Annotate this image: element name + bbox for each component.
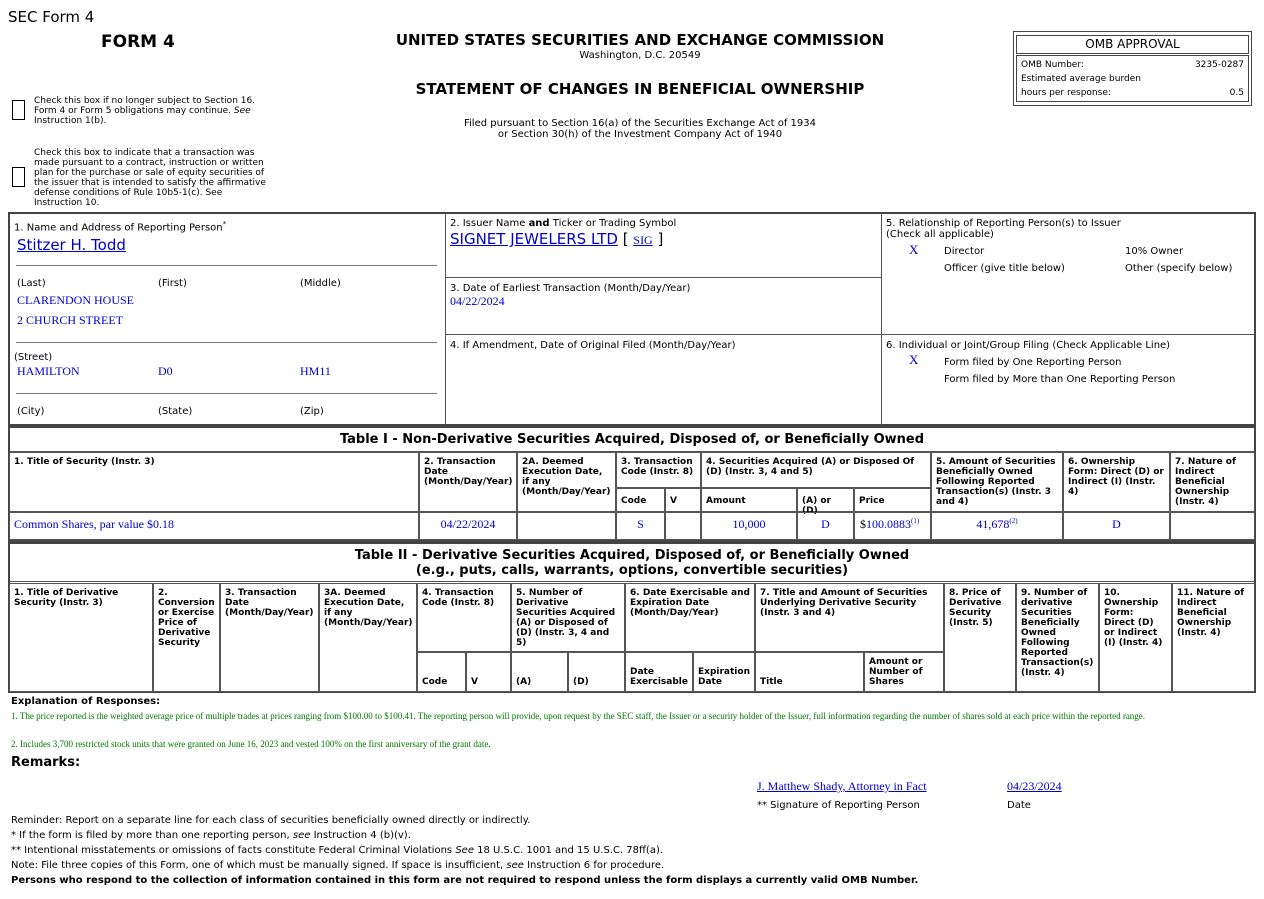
note1-text: * If the form is filed by more than one reporting person, bbox=[11, 830, 290, 841]
t1-owned-value: 41,678 bbox=[976, 517, 1010, 531]
zip-value: HM11 bbox=[300, 364, 331, 378]
t1-col-ownership-form: 6. Ownership Form: Direct (D) or Indirect (I) (Instr. 4) bbox=[1063, 452, 1170, 512]
t2-sub-d: (D) bbox=[568, 652, 625, 692]
t1-row-date: 04/22/2024 bbox=[419, 512, 517, 540]
t1-row-title: Common Shares, par value $0.18 bbox=[9, 512, 419, 540]
t2-col-underlying: 7. Title and Amount of Securities Underlying Derivative Security (Instr. 3 and 4) bbox=[755, 583, 944, 652]
t2-col-number: 5. Number of Derivative Securities Acquired (A) or Disposed of (D) (Instr. 3, 4 and 5) bbox=[511, 583, 625, 652]
signature-label: ** Signature of Reporting Person bbox=[757, 800, 920, 811]
t1-owned-footnote: (2) bbox=[1009, 517, 1018, 525]
ten-percent-owner-label: 10% Owner bbox=[1125, 246, 1184, 257]
city-value: HAMILTON bbox=[17, 364, 80, 378]
omb-number-label: OMB Number: bbox=[1021, 60, 1084, 70]
t1-col-date: 2. Transaction Date (Month/Day/Year) bbox=[419, 452, 517, 512]
name-divider bbox=[16, 265, 437, 266]
ticker-bracket-close: ] bbox=[657, 230, 664, 248]
zip-label: (Zip) bbox=[300, 406, 324, 417]
t2-col-ownership-form: 10. Ownership Form: Direct (D) or Indirect (I) (Instr. 4) bbox=[1099, 583, 1172, 692]
earliest-date-label: 3. Date of Earliest Transaction (Month/Day/Year) bbox=[450, 283, 691, 294]
director-label: Director bbox=[944, 246, 985, 257]
first-label: (First) bbox=[158, 278, 187, 289]
agency-title: UNITED STATES SECURITIES AND EXCHANGE COMMISSION bbox=[395, 31, 885, 49]
reporting-person-name-link[interactable]: Stitzer H. Todd bbox=[17, 236, 126, 254]
omb-approval-box bbox=[1013, 31, 1252, 106]
t1-col-title: 1. Title of Security (Instr. 3) bbox=[9, 452, 419, 512]
address-line1: CLARENDON HOUSE bbox=[17, 293, 134, 307]
filing-box bbox=[882, 335, 1255, 425]
explanation-label: Explanation of Responses: bbox=[11, 696, 161, 707]
statement-title: STATEMENT OF CHANGES IN BENEFICIAL OWNERSHIP bbox=[415, 80, 865, 98]
ticker-bracket-open: [ bbox=[622, 230, 629, 248]
earliest-date-value: 04/22/2024 bbox=[450, 294, 505, 308]
issuer-box bbox=[446, 213, 882, 278]
t2-sub-title: Title bbox=[755, 652, 864, 692]
t2-sub-expiration: Expiration Date bbox=[693, 652, 755, 692]
reporting-person-asterisk: * bbox=[222, 220, 227, 228]
t1-sub-amount: Amount bbox=[701, 488, 797, 512]
reporting-person-label-text: 1. Name and Address of Reporting Person bbox=[14, 222, 223, 234]
form-title: FORM 4 bbox=[101, 32, 175, 52]
omb-number-value: 3235-0287 bbox=[1194, 60, 1244, 70]
omb-final-note: Persons who respond to the collection of information contained in this form are not required to respond unless the form displays a currently valid OMB Number. bbox=[11, 875, 919, 886]
earliest-date-box bbox=[446, 278, 882, 335]
section16-instruction: Instruction 1(b). bbox=[34, 116, 107, 126]
t1-row-form: D bbox=[1063, 512, 1170, 540]
t2-col-code: 4. Transaction Code (Instr. 8) bbox=[417, 583, 511, 652]
signature-date-label: Date bbox=[1007, 800, 1031, 811]
reporting-person-box bbox=[9, 213, 446, 425]
t1-row-amount: 10,000 bbox=[701, 512, 797, 540]
filing-label: 6. Individual or Joint/Group Filing (Check Applicable Line) bbox=[886, 340, 1171, 351]
street-label: (Street) bbox=[14, 352, 53, 363]
t2-col-owned: 9. Number of derivative Securities Beneficially Owned Following Reported Transaction(s) (Instr. 4) bbox=[1016, 583, 1099, 692]
footnote-1: 1. The price reported is the weighted average price of multiple trades at prices ranging from $100.00 to $100.41. The reporting person will provide, upon request by the SEC staff, the Issuer or a security holder of the Issuer, full information regarding the number of shares sold at each price within the reported range. bbox=[11, 711, 1146, 721]
t2-col-exercisable: 6. Date Exercisable and Expiration Date (Month/Day/Year) bbox=[625, 583, 755, 652]
issuer-label-suffix: Ticker or Trading Symbol bbox=[552, 218, 677, 229]
signature-name-link[interactable]: J. Matthew Shady, Attorney in Fact bbox=[757, 779, 927, 793]
t1-price-footnote: (1) bbox=[911, 517, 920, 525]
note2-see: See bbox=[455, 845, 474, 856]
t2-col-deemed: 3A. Deemed Execution Date, if any (Month/Day/Year) bbox=[319, 583, 417, 692]
table2-title bbox=[10, 545, 1254, 582]
ticker-link[interactable]: SIG bbox=[633, 233, 653, 247]
note1-see: see bbox=[292, 830, 311, 841]
note-copies bbox=[11, 860, 664, 871]
remarks-label: Remarks: bbox=[11, 755, 81, 770]
agency-location: Washington, D.C. 20549 bbox=[579, 50, 701, 61]
table1-title: Table I - Non-Derivative Securities Acquired, Disposed of, or Beneficially Owned bbox=[10, 428, 1254, 452]
filing-one-person: Form filed by One Reporting Person bbox=[944, 357, 1122, 368]
t1-row-price bbox=[854, 512, 931, 540]
amendment-box bbox=[446, 335, 882, 425]
rule10b5-text: Check this box to indicate that a transaction was made pursuant to a contract, instruction or written plan for the purchase or sale of equity securities of the issuer that is intended to satisfy the affirmative defense conditions of Rule 10b5-1(c). See Instruction 10. bbox=[34, 148, 266, 208]
t1-col-acquired: 4. Securities Acquired (A) or Disposed Of (D) (Instr. 3, 4 and 5) bbox=[701, 452, 931, 488]
omb-details-box bbox=[1016, 55, 1249, 102]
issuer-name-line bbox=[450, 230, 663, 248]
relationship-sublabel: (Check all applicable) bbox=[886, 229, 994, 240]
section16-text bbox=[34, 96, 266, 126]
issuer-label bbox=[450, 218, 676, 229]
section16-see: See bbox=[233, 106, 251, 116]
director-check-mark[interactable]: X bbox=[909, 242, 919, 257]
t1-sub-a-or-d: (A) or (D) bbox=[797, 488, 854, 512]
t1-sub-v: V bbox=[665, 488, 701, 512]
omb-hours-value: 0.5 bbox=[1229, 88, 1244, 98]
t2-sub-amount: Amount or Number of Shares bbox=[864, 652, 944, 692]
filing-more-persons: Form filed by More than One Reporting Person bbox=[944, 374, 1176, 385]
t2-sub-code: Code bbox=[417, 652, 466, 692]
other-label: Other (specify below) bbox=[1125, 263, 1233, 274]
t2-col-nature: 11. Nature of Indirect Beneficial Ownership (Instr. 4) bbox=[1172, 583, 1255, 692]
filing-check-mark[interactable]: X bbox=[909, 352, 919, 367]
reporting-person-label bbox=[14, 220, 226, 233]
t1-row-v bbox=[665, 512, 701, 540]
t1-row-code: S bbox=[616, 512, 665, 540]
omb-burden-label: Estimated average burden bbox=[1021, 74, 1141, 84]
note-misstatements bbox=[11, 845, 663, 856]
relationship-box bbox=[882, 213, 1255, 335]
note3-see: see bbox=[506, 860, 524, 871]
note-multiple-persons bbox=[11, 830, 411, 841]
t1-col-deemed: 2A. Deemed Execution Date, if any (Month/Day/Year) bbox=[517, 452, 616, 512]
table2-title-line1: Table II - Derivative Securities Acquired, Disposed of, or Beneficially Owned bbox=[354, 548, 910, 563]
address-divider bbox=[16, 342, 437, 343]
footnote-2: 2. Includes 3,700 restricted stock units that were granted on June 16, 2023 and vested 100% on the first anniversary of the grant date. bbox=[11, 739, 491, 749]
t2-col-price: 8. Price of Derivative Security (Instr. 5) bbox=[944, 583, 1016, 692]
note3-instruction: Instruction 6 for procedure. bbox=[527, 860, 665, 871]
issuer-name-link[interactable]: SIGNET JEWELERS LTD bbox=[450, 230, 618, 248]
issuer-label-prefix: 2. Issuer Name bbox=[450, 218, 526, 229]
note3-text: Note: File three copies of this Form, one of which must be manually signed. If space is insufficient, bbox=[11, 860, 504, 871]
last-label: (Last) bbox=[17, 278, 46, 289]
t1-col-nature: 7. Nature of Indirect Beneficial Ownership (Instr. 4) bbox=[1170, 452, 1255, 512]
t2-sub-exercisable: Date Exercisable bbox=[625, 652, 693, 692]
relationship-label: 5. Relationship of Reporting Person(s) to Issuer bbox=[886, 218, 1121, 229]
omb-title-box bbox=[1016, 35, 1249, 54]
t2-sub-a: (A) bbox=[511, 652, 568, 692]
filed-pursuant-line2: or Section 30(h) of the Investment Company Act of 1940 bbox=[497, 129, 783, 140]
t1-row-nature bbox=[1170, 512, 1255, 540]
rule10b5-checkbox[interactable] bbox=[12, 167, 25, 187]
t1-price-value: 100.0883 bbox=[866, 517, 911, 531]
t1-row-a-or-d: D bbox=[797, 512, 854, 540]
note2-text: ** Intentional misstatements or omissions of facts constitute Federal Criminal Violations bbox=[11, 845, 453, 856]
t1-row-deemed bbox=[517, 512, 616, 540]
state-label: (State) bbox=[158, 406, 193, 417]
city-divider bbox=[16, 393, 437, 394]
sec-form-label: SEC Form 4 bbox=[8, 8, 95, 26]
t2-sub-v: V bbox=[466, 652, 511, 692]
reminder-note: Reminder: Report on a separate line for each class of securities beneficially owned directly or indirectly. bbox=[11, 815, 531, 826]
t1-col-code: 3. Transaction Code (Instr. 8) bbox=[616, 452, 701, 488]
state-value: D0 bbox=[158, 364, 173, 378]
note2-statute: 18 U.S.C. 1001 and 15 U.S.C. 78ff(a). bbox=[477, 845, 664, 856]
omb-title: OMB APPROVAL bbox=[1085, 37, 1180, 51]
filed-pursuant-line1: Filed pursuant to Section 16(a) of the Securities Exchange Act of 1934 bbox=[464, 118, 816, 129]
issuer-label-and: and bbox=[528, 218, 550, 229]
table2-title-line2: (e.g., puts, calls, warrants, options, convertible securities) bbox=[415, 563, 849, 578]
omb-hours-label: hours per response: bbox=[1021, 88, 1111, 98]
t2-col-date: 3. Transaction Date (Month/Day/Year) bbox=[220, 583, 319, 692]
section16-checkbox[interactable] bbox=[12, 100, 25, 120]
t1-sub-code: Code bbox=[616, 488, 665, 512]
city-label: (City) bbox=[17, 406, 45, 417]
officer-label: Officer (give title below) bbox=[944, 263, 1065, 274]
t1-col-amount-owned: 5. Amount of Securities Beneficially Owned Following Reported Transaction(s) (Instr. 3 and 4) bbox=[931, 452, 1063, 512]
section16-text-main: Check this box if no longer subject to Section 16. Form 4 or Form 5 obligations may continue. bbox=[34, 96, 256, 116]
t1-sub-price: Price bbox=[854, 488, 931, 512]
address-line2: 2 CHURCH STREET bbox=[17, 313, 124, 327]
note1-instruction: Instruction 4 (b)(v). bbox=[313, 830, 411, 841]
amendment-label: 4. If Amendment, Date of Original Filed (Month/Day/Year) bbox=[450, 340, 736, 351]
t1-row-owned bbox=[931, 512, 1063, 540]
t1-price-symbol: $ bbox=[860, 517, 866, 531]
t2-col-conversion: 2. Conversion or Exercise Price of Derivative Security bbox=[153, 583, 220, 692]
middle-label: (Middle) bbox=[300, 278, 341, 289]
signature-date-link[interactable]: 04/23/2024 bbox=[1007, 779, 1062, 793]
t2-col-title: 1. Title of Derivative Security (Instr. 3) bbox=[9, 583, 153, 692]
